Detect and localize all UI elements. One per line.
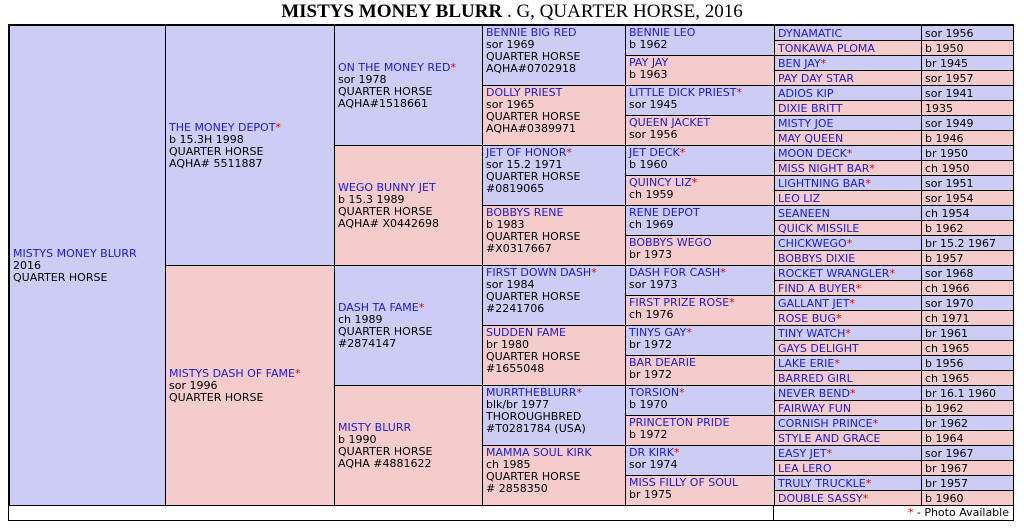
footer-divider — [773, 506, 774, 520]
title-horse-name: MISTYS MONEY BLURR — [281, 1, 503, 22]
horse-detail-line: #1655048 — [486, 362, 545, 375]
horse-name-link[interactable]: JET OF HONOR — [486, 146, 567, 159]
horse-name-link[interactable]: MOON DECK — [778, 147, 847, 160]
horse-detail-line: QUARTER HORSE — [486, 230, 581, 243]
horse-detail-line: br 1972 — [629, 338, 672, 351]
gen4-6-cell — [625, 205, 775, 236]
horse-name-link[interactable]: STYLE AND GRACE — [778, 432, 881, 445]
gen3-7-cell — [482, 445, 626, 506]
photo-star-icon: * — [826, 447, 833, 460]
horse-name-link[interactable]: NEVER BEND — [778, 387, 850, 400]
horse-name-link[interactable]: DOLLY PRIEST — [486, 86, 563, 99]
horse-detail-line: sor 1978 — [338, 72, 387, 86]
gen5-info-cell: sor 1956 — [921, 25, 1014, 41]
horse-name-link[interactable]: BARRED GIRL — [778, 372, 853, 385]
gen5-name-cell — [774, 175, 922, 191]
gen5-info-cell: sor 1941 — [921, 85, 1014, 101]
gen4-11-cell — [625, 355, 775, 386]
horse-detail-line: b 1983 — [486, 218, 525, 231]
horse-name-link[interactable]: QUICK MISSILE — [778, 222, 860, 235]
footer-legend-row — [8, 505, 1014, 521]
gen4-10-cell — [625, 325, 775, 356]
horse-name-link[interactable]: QUINCY LIZ — [629, 176, 692, 189]
entry — [338, 62, 479, 110]
horse-name-link[interactable]: MURRTHEBLURR — [486, 386, 577, 399]
subject-cell — [9, 25, 166, 506]
gen5-name-cell — [774, 445, 922, 461]
horse-name-link[interactable]: ROCKET WRANGLER — [778, 267, 890, 280]
gen2-3-cell — [334, 385, 483, 506]
horse-name-link[interactable]: JET DECK — [629, 146, 680, 159]
gen4-8-cell — [625, 265, 775, 296]
page-title — [0, 0, 1024, 22]
gen5-name-cell — [774, 160, 922, 176]
horse-detail-line: QUARTER HORSE — [486, 470, 581, 483]
horse-detail-line: b 15.3 1989 — [338, 192, 405, 206]
photo-star-icon: * — [907, 506, 914, 519]
horse-detail-line: #2874147 — [338, 336, 397, 350]
horse-detail-line: #2241706 — [486, 302, 545, 315]
gen5-name-cell — [774, 400, 922, 416]
photo-legend-text: - Photo Available — [913, 506, 1009, 519]
gen5-info-cell: ch 1965 — [921, 370, 1014, 386]
gen5-name-cell — [774, 235, 922, 251]
horse-name-link[interactable]: DASH TA FAME — [338, 300, 419, 314]
gen5-info-cell: br 1961 — [921, 325, 1014, 341]
gen5-name-cell — [774, 460, 922, 476]
gen5-name-cell — [774, 250, 922, 266]
entry — [629, 237, 771, 261]
gen5-info-cell: br 1950 — [921, 145, 1014, 161]
horse-name-link[interactable]: FIND A BUYER — [778, 282, 856, 295]
entry — [486, 87, 622, 135]
horse-detail-line: br 1972 — [629, 368, 672, 381]
entry — [169, 368, 331, 404]
photo-star-icon: * — [591, 266, 597, 279]
horse-name-link[interactable]: LEA LERO — [778, 462, 832, 475]
gen4-15-cell — [625, 475, 775, 506]
gen5-info-cell: b 1950 — [921, 40, 1014, 56]
photo-star-icon: * — [566, 146, 572, 159]
gen5-info-cell: ch 1966 — [921, 280, 1014, 296]
gen3-4-cell — [482, 265, 626, 326]
horse-name-link[interactable]: FIRST PRIZE ROSE — [629, 296, 730, 309]
horse-name-link[interactable]: GAYS DELIGHT — [778, 342, 859, 355]
horse-name-link[interactable]: ADIOS KIP — [778, 87, 834, 100]
entry — [338, 182, 479, 230]
gen5-name-cell — [774, 205, 922, 221]
photo-star-icon: * — [869, 162, 875, 175]
entry — [629, 87, 771, 111]
photo-star-icon: * — [845, 327, 851, 340]
horse-detail-line: sor 1969 — [486, 38, 535, 51]
horse-name-link[interactable]: TRULY TRUCKLE — [778, 477, 866, 490]
horse-name-link[interactable]: DASH FOR CASH — [629, 266, 721, 279]
entry — [486, 447, 622, 495]
horse-name-link[interactable]: QUEEN JACKET — [629, 116, 711, 129]
horse-detail-line: QUARTER HORSE — [486, 350, 581, 363]
gen5-info-cell: br 1962 — [921, 415, 1014, 431]
gen5-info-cell: ch 1971 — [921, 310, 1014, 326]
horse-detail-line: b 1962 — [629, 38, 668, 51]
photo-star-icon: * — [865, 177, 871, 190]
gen5-info-cell: b 1964 — [921, 430, 1014, 446]
entry — [338, 422, 479, 470]
photo-star-icon: * — [673, 446, 680, 459]
horse-name-link[interactable]: BOBBYS WEGO — [629, 236, 712, 249]
photo-star-icon: * — [865, 477, 872, 490]
gen5-name-cell — [774, 280, 922, 296]
photo-legend — [908, 506, 1009, 520]
gen5-info-cell: br 15.2 1967 — [921, 235, 1014, 251]
horse-detail-line: sor 1973 — [629, 278, 678, 291]
photo-star-icon: * — [720, 266, 726, 279]
gen4-5-cell — [625, 175, 775, 206]
gen5-name-cell — [774, 385, 922, 401]
photo-star-icon: * — [686, 326, 692, 339]
entry — [486, 327, 622, 375]
photo-star-icon: * — [834, 357, 840, 370]
horse-name-link[interactable]: LIGHTNING BAR — [778, 177, 866, 190]
horse-name-link[interactable]: ROSE BUG — [778, 312, 836, 325]
gen5-name-cell — [774, 295, 922, 311]
gen5-name-cell — [774, 25, 922, 41]
entry — [629, 267, 771, 291]
entry — [629, 327, 771, 351]
horse-detail-line: ch 1959 — [629, 188, 674, 201]
horse-detail-line: #X0317667 — [486, 242, 552, 255]
horse-detail-line: sor 15.2 1971 — [486, 158, 563, 171]
horse-name-link[interactable]: TORSION — [629, 386, 680, 399]
gen4-13-cell — [625, 415, 775, 446]
horse-name-link[interactable]: BAR DEARIE — [629, 356, 696, 369]
gen1-1-cell — [165, 265, 335, 506]
gen5-info-cell: 1935 — [921, 100, 1014, 116]
horse-detail-line: QUARTER HORSE — [486, 50, 581, 63]
photo-star-icon: * — [736, 86, 742, 99]
gen5-info-cell: sor 1949 — [921, 115, 1014, 131]
photo-star-icon: * — [850, 387, 856, 400]
horse-name-link[interactable]: BENNIE LEO — [629, 26, 696, 39]
gen5-info-cell: b 1946 — [921, 130, 1014, 146]
gen5-info-cell: sor 1954 — [921, 190, 1014, 206]
gen4-3-cell — [625, 115, 775, 146]
gen3-3-cell — [482, 205, 626, 266]
horse-name-link[interactable]: ON THE MONEY RED — [338, 60, 451, 74]
gen2-0-cell — [334, 25, 483, 146]
horse-detail-line: QUARTER HORSE — [169, 390, 264, 404]
horse-name-link[interactable]: MISS NIGHT BAR — [778, 162, 870, 175]
horse-name-link[interactable]: WEGO BUNNY JET — [338, 180, 436, 194]
entry — [629, 477, 771, 501]
entry — [13, 248, 162, 284]
horse-detail-line: QUARTER HORSE — [338, 444, 433, 458]
horse-detail-line: br 1973 — [629, 248, 672, 261]
horse-name-link[interactable]: MISTYS MONEY BLURR — [13, 246, 137, 260]
horse-name-link[interactable]: FAIRWAY FUN — [778, 402, 852, 415]
gen5-name-cell — [774, 430, 922, 446]
gen5-name-cell — [774, 190, 922, 206]
horse-name-link[interactable]: BOBBYS DIXIE — [778, 252, 856, 265]
horse-detail-line: QUARTER HORSE — [486, 110, 581, 123]
horse-detail-line: THOROUGHBRED — [486, 410, 582, 423]
horse-name-link[interactable]: PAY JAY — [629, 56, 669, 69]
photo-star-icon: * — [855, 282, 862, 295]
gen5-info-cell: sor 1968 — [921, 265, 1014, 281]
photo-star-icon: * — [691, 176, 698, 189]
entry — [629, 177, 771, 201]
horse-name-link[interactable]: MISTY BLURR — [338, 420, 412, 434]
horse-detail-line: #T0281784 (USA) — [486, 422, 586, 435]
gen5-name-cell — [774, 40, 922, 56]
gen5-name-cell — [774, 115, 922, 131]
horse-detail-line: ch 1985 — [486, 458, 531, 471]
entry — [629, 27, 771, 51]
horse-name-link[interactable]: EASY JET — [778, 447, 827, 460]
photo-star-icon: * — [889, 267, 895, 280]
entry — [486, 207, 622, 255]
horse-detail-line: b 1963 — [629, 68, 668, 81]
gen5-name-cell — [774, 370, 922, 386]
gen5-info-cell: br 1945 — [921, 55, 1014, 71]
horse-detail-line: QUARTER HORSE — [338, 324, 433, 338]
entry — [629, 147, 771, 171]
gen5-name-cell — [774, 265, 922, 281]
gen4-14-cell — [625, 445, 775, 476]
horse-name-link[interactable]: GALLANT JET — [778, 297, 850, 310]
horse-name-link[interactable]: PAY DAY STAR — [778, 72, 854, 85]
gen5-info-cell: ch 1965 — [921, 340, 1014, 356]
horse-detail-line: QUARTER HORSE — [338, 204, 433, 218]
horse-name-link[interactable]: MAY QUEEN — [778, 132, 844, 145]
horse-name-link[interactable]: MISS FILLY OF SOUL — [629, 476, 739, 489]
horse-detail-line: # 2858350 — [486, 482, 548, 495]
horse-detail-line: b 1990 — [338, 432, 377, 446]
entry — [486, 267, 622, 315]
gen5-info-cell: br 16.1 1960 — [921, 385, 1014, 401]
entry — [169, 122, 331, 170]
horse-name-link[interactable]: LAKE ERIE — [778, 357, 835, 370]
gen5-name-cell — [774, 475, 922, 491]
horse-detail-line: sor 1974 — [629, 458, 678, 471]
photo-star-icon: * — [835, 312, 842, 325]
horse-name-link[interactable]: BEN JAY — [778, 57, 821, 70]
horse-detail-line: 2016 — [13, 258, 41, 272]
photo-star-icon: * — [294, 366, 301, 380]
gen5-info-cell: ch 1954 — [921, 205, 1014, 221]
gen5-name-cell — [774, 55, 922, 71]
horse-name-link[interactable]: PRINCETON PRIDE — [629, 416, 730, 429]
horse-name-link[interactable]: LEO LIZ — [778, 192, 821, 205]
horse-detail-line: AQHA#1518661 — [338, 96, 428, 110]
gen5-info-cell: b 1957 — [921, 250, 1014, 266]
entry — [629, 417, 771, 441]
horse-name-link[interactable]: SEANEEN — [778, 207, 830, 220]
gen5-name-cell — [774, 415, 922, 431]
horse-detail-line: br 1975 — [629, 488, 672, 501]
title-details: . G, QUARTER HORSE, 2016 — [502, 1, 743, 22]
horse-name-link[interactable]: DR KIRK — [629, 446, 674, 459]
horse-detail-line: AQHA#0389971 — [486, 122, 576, 135]
gen4-9-cell — [625, 295, 775, 326]
gen2-1-cell — [334, 145, 483, 266]
horse-detail-line: ch 1976 — [629, 308, 674, 321]
photo-star-icon: * — [846, 147, 853, 160]
gen4-7-cell — [625, 235, 775, 266]
horse-detail-line: br 1980 — [486, 338, 529, 351]
gen5-name-cell — [774, 145, 922, 161]
gen5-info-cell: b 1956 — [921, 355, 1014, 371]
gen4-0-cell — [625, 25, 775, 56]
gen5-info-cell: b 1962 — [921, 400, 1014, 416]
horse-detail-line: b 1960 — [629, 158, 668, 171]
photo-star-icon: * — [275, 120, 281, 134]
entry — [486, 27, 622, 75]
horse-detail-line: b 15.3H 1998 — [169, 132, 244, 146]
horse-detail-line: AQHA #4881622 — [338, 456, 432, 470]
gen5-info-cell: sor 1951 — [921, 175, 1014, 191]
horse-name-link[interactable]: MISTYS DASH OF FAME — [169, 366, 295, 380]
gen3-6-cell — [482, 385, 626, 446]
horse-name-link[interactable]: DIXIE BRITT — [778, 102, 843, 115]
horse-detail-line: QUARTER HORSE — [338, 84, 433, 98]
photo-star-icon: * — [849, 297, 855, 310]
horse-detail-line: sor 1996 — [169, 378, 218, 392]
gen3-0-cell — [482, 25, 626, 86]
horse-detail-line: ch 1989 — [338, 312, 383, 326]
horse-detail-line: QUARTER HORSE — [13, 270, 108, 284]
horse-name-link[interactable]: CHICKWEGO — [778, 237, 847, 250]
horse-name-link[interactable]: TINYS GAY — [629, 326, 687, 339]
photo-star-icon: * — [576, 386, 582, 399]
gen5-name-cell — [774, 70, 922, 86]
horse-name-link[interactable]: RENE DEPOT — [629, 206, 700, 219]
horse-name-link[interactable]: CORNISH PRINCE — [778, 417, 873, 430]
gen5-name-cell — [774, 340, 922, 356]
gen5-info-cell: sor 1970 — [921, 295, 1014, 311]
horse-detail-line: ch 1969 — [629, 218, 674, 231]
gen5-name-cell — [774, 130, 922, 146]
gen4-4-cell — [625, 145, 775, 176]
photo-star-icon: * — [846, 237, 853, 250]
horse-detail-line: #0819065 — [486, 182, 545, 195]
photo-star-icon: * — [872, 417, 879, 430]
horse-detail-line: blk/br 1977 — [486, 398, 550, 411]
photo-star-icon: * — [679, 146, 686, 159]
entry — [486, 147, 622, 195]
gen5-name-cell — [774, 355, 922, 371]
entry — [486, 387, 622, 435]
horse-name-link[interactable]: LITTLE DICK PRIEST — [629, 86, 737, 99]
horse-detail-line: sor 1945 — [629, 98, 678, 111]
gen5-name-cell — [774, 490, 922, 506]
horse-name-link[interactable]: THE MONEY DEPOT — [169, 120, 276, 134]
horse-name-link[interactable]: BENNIE BIG RED — [486, 26, 577, 39]
gen5-name-cell — [774, 310, 922, 326]
photo-star-icon: * — [820, 57, 827, 70]
photo-star-icon: * — [862, 492, 869, 505]
gen5-name-cell — [774, 220, 922, 236]
horse-detail-line: b 1972 — [629, 428, 668, 441]
photo-star-icon: * — [679, 386, 685, 399]
entry — [629, 117, 771, 141]
pedigree-chart — [8, 24, 1014, 505]
photo-star-icon: * — [450, 60, 456, 74]
photo-star-icon: * — [418, 300, 425, 314]
gen3-2-cell — [482, 145, 626, 206]
horse-name-link[interactable]: TINY WATCH — [778, 327, 846, 340]
gen5-name-cell — [774, 325, 922, 341]
horse-detail-line: sor 1956 — [629, 128, 678, 141]
horse-detail-line: QUARTER HORSE — [486, 170, 581, 183]
horse-name-link[interactable]: FIRST DOWN DASH — [486, 266, 592, 279]
entry — [629, 207, 771, 231]
entry — [338, 302, 479, 350]
gen5-info-cell: ch 1950 — [921, 160, 1014, 176]
gen5-info-cell: b 1960 — [921, 490, 1014, 506]
horse-name-link[interactable]: DYNAMATIC — [778, 27, 843, 40]
gen5-info-cell: br 1967 — [921, 460, 1014, 476]
entry — [629, 357, 771, 381]
photo-star-icon: * — [729, 296, 735, 309]
gen2-2-cell — [334, 265, 483, 386]
horse-name-link[interactable]: DOUBLE SASSY — [778, 492, 863, 505]
horse-name-link[interactable]: MISTY JOE — [778, 117, 834, 130]
gen4-12-cell — [625, 385, 775, 416]
gen5-info-cell: sor 1957 — [921, 70, 1014, 86]
horse-detail-line: b 1970 — [629, 398, 668, 411]
gen3-1-cell — [482, 85, 626, 146]
gen5-info-cell: br 1957 — [921, 475, 1014, 491]
gen1-0-cell — [165, 25, 335, 266]
horse-name-link[interactable]: TONKAWA PLOMA — [778, 42, 875, 55]
horse-name-link[interactable]: SUDDEN FAME — [486, 326, 566, 339]
horse-name-link[interactable]: MAMMA SOUL KIRK — [486, 446, 592, 459]
gen3-5-cell — [482, 325, 626, 386]
horse-name-link[interactable]: BOBBYS RENE — [486, 206, 564, 219]
horse-detail-line: QUARTER HORSE — [169, 144, 264, 158]
horse-detail-line: AQHA# 5511887 — [169, 156, 263, 170]
horse-detail-line: AQHA#0702918 — [486, 62, 576, 75]
horse-detail-line: AQHA# X0442698 — [338, 216, 440, 230]
gen5-info-cell: b 1962 — [921, 220, 1014, 236]
entry — [629, 57, 771, 81]
gen4-2-cell — [625, 85, 775, 116]
gen5-info-cell: sor 1967 — [921, 445, 1014, 461]
entry — [629, 297, 771, 321]
entry — [629, 447, 771, 471]
entry — [629, 387, 771, 411]
gen4-1-cell — [625, 55, 775, 86]
horse-detail-line: sor 1965 — [486, 98, 535, 111]
gen5-name-cell — [774, 100, 922, 116]
horse-detail-line: sor 1984 — [486, 278, 535, 291]
gen5-name-cell — [774, 85, 922, 101]
horse-detail-line: QUARTER HORSE — [486, 290, 581, 303]
